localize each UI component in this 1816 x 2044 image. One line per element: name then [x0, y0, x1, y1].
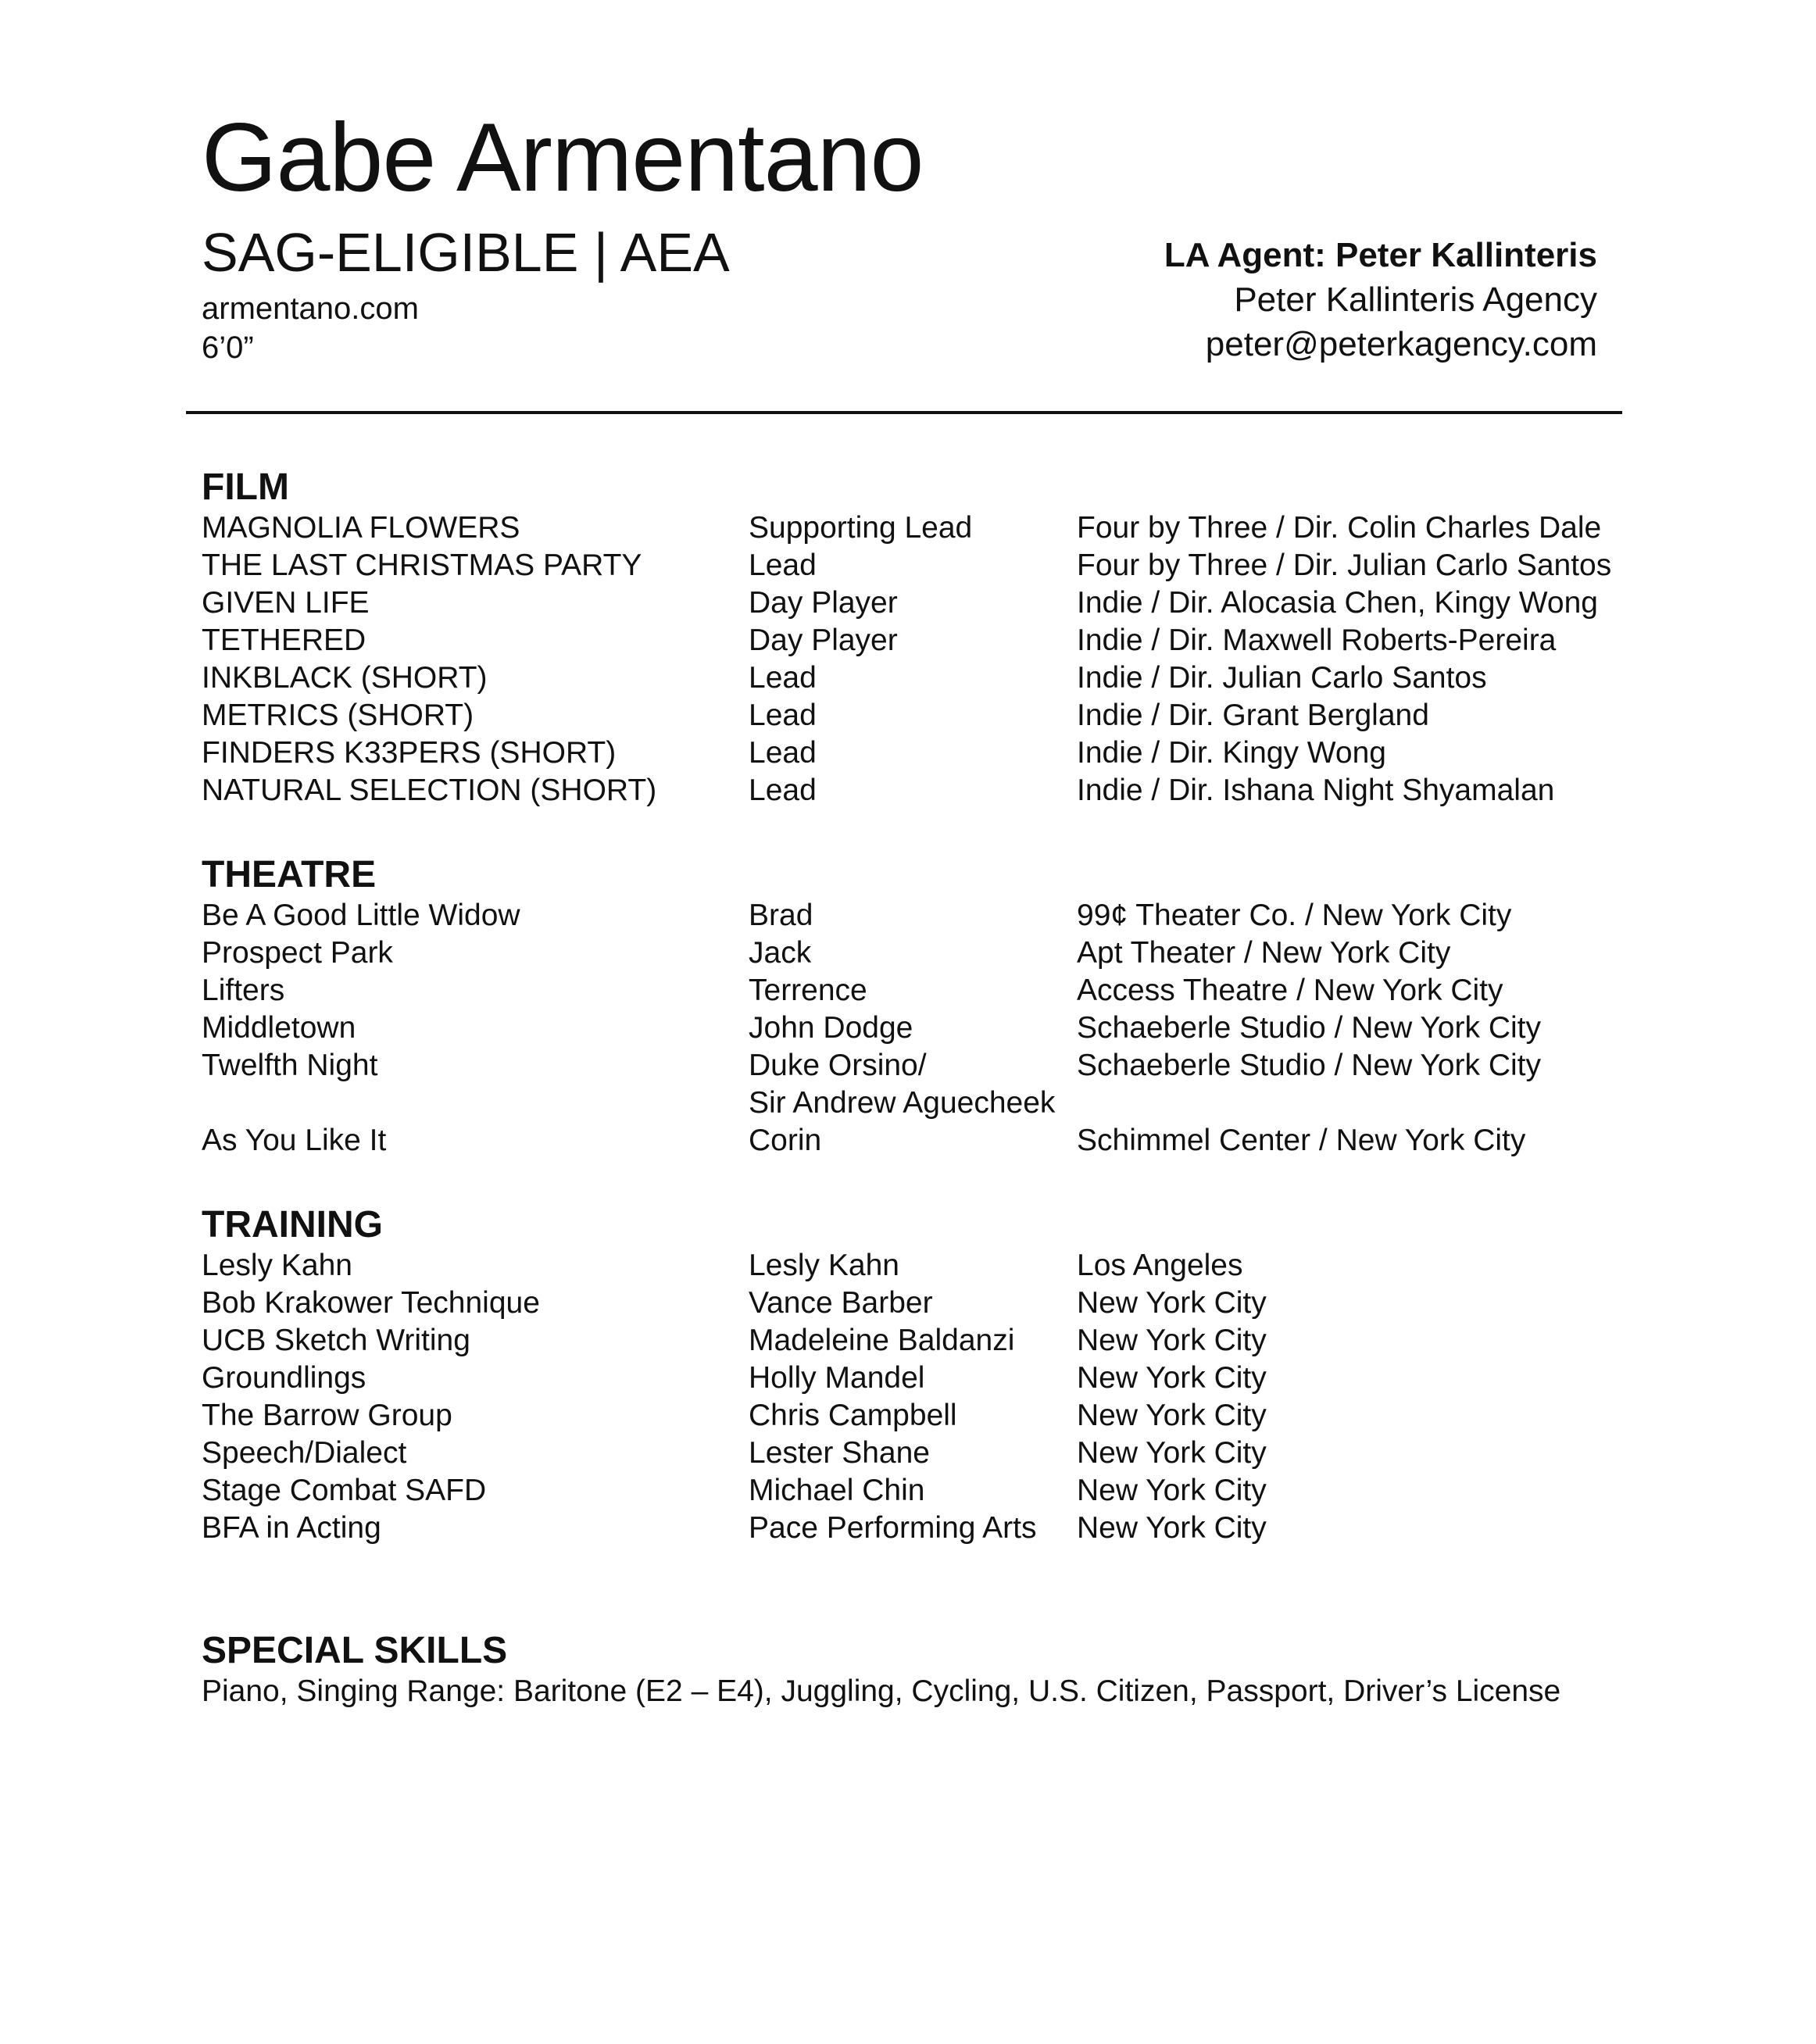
- credit-company: Four by Three / Dir. Julian Carlo Santos: [1077, 549, 1612, 582]
- film-rows: [202, 509, 1624, 809]
- credit-row: [202, 897, 1624, 934]
- credit-project: Lesly Kahn: [202, 1249, 352, 1282]
- credit-role: Lead: [749, 699, 817, 732]
- credit-role: Lead: [749, 736, 817, 770]
- credit-row: [202, 1247, 1624, 1285]
- credit-role: Lead: [749, 774, 817, 807]
- credit-row: [202, 1322, 1624, 1360]
- credit-project: The Barrow Group: [202, 1399, 452, 1432]
- credit-company: New York City: [1077, 1324, 1267, 1357]
- credit-company: 99¢ Theater Co. / New York City: [1077, 899, 1512, 932]
- credit-company: Indie / Dir. Alocasia Chen, Kingy Wong: [1077, 586, 1598, 620]
- credit-company: Indie / Dir. Ishana Night Shyamalan: [1077, 774, 1555, 807]
- film-section: [202, 466, 1624, 809]
- credit-row: [202, 772, 1624, 809]
- agent-info: [1164, 233, 1597, 366]
- credit-role: Brad: [749, 899, 813, 932]
- credit-project: FINDERS K33PERS (SHORT): [202, 736, 617, 770]
- credit-project: Stage Combat SAFD: [202, 1474, 487, 1507]
- credit-role: Day Player: [749, 586, 898, 620]
- credit-company: Indie / Dir. Grant Bergland: [1077, 699, 1429, 732]
- credit-role: Lead: [749, 661, 817, 695]
- credit-project: Speech/Dialect: [202, 1436, 407, 1470]
- credit-company: Four by Three / Dir. Colin Charles Dale: [1077, 511, 1602, 545]
- training-section: [202, 1203, 1624, 1547]
- credit-project: INKBLACK (SHORT): [202, 661, 488, 695]
- credit-row: [202, 1285, 1624, 1322]
- credit-row: [202, 1397, 1624, 1435]
- skills-heading: SPECIAL SKILLS: [202, 1630, 508, 1671]
- credit-role: Terrence: [749, 974, 867, 1007]
- credit-project: Be A Good Little Widow: [202, 899, 520, 932]
- credit-company: Access Theatre / New York City: [1077, 974, 1503, 1007]
- credit-company: New York City: [1077, 1511, 1267, 1545]
- credit-company: Apt Theater / New York City: [1077, 936, 1451, 970]
- credit-company: Schaeberle Studio / New York City: [1077, 1011, 1541, 1045]
- credit-project: TETHERED: [202, 624, 366, 657]
- credit-row: [202, 659, 1624, 697]
- credit-company: New York City: [1077, 1399, 1267, 1432]
- credit-project: METRICS (SHORT): [202, 699, 474, 732]
- credit-role: Supporting Lead: [749, 511, 973, 545]
- credit-project: Lifters: [202, 974, 285, 1007]
- credit-company: New York City: [1077, 1436, 1267, 1470]
- credit-role: John Dodge: [749, 1011, 913, 1045]
- credit-company: Indie / Dir. Julian Carlo Santos: [1077, 661, 1487, 695]
- credit-company: New York City: [1077, 1361, 1267, 1395]
- credit-company: Schaeberle Studio / New York City: [1077, 1049, 1541, 1082]
- credit-row: [202, 1122, 1624, 1160]
- credit-company: Schimmel Center / New York City: [1077, 1124, 1526, 1157]
- credit-role: Vance Barber: [749, 1286, 933, 1320]
- credit-role: Madeleine Baldanzi: [749, 1324, 1015, 1357]
- credit-row: [202, 1047, 1624, 1122]
- credit-project: Twelfth Night: [202, 1049, 378, 1082]
- credit-project: Middletown: [202, 1011, 356, 1045]
- credit-company: Indie / Dir. Maxwell Roberts-Pereira: [1077, 624, 1557, 657]
- credit-role: Day Player: [749, 624, 898, 657]
- credit-company: New York City: [1077, 1286, 1267, 1320]
- header-divider: [186, 411, 1622, 414]
- credit-project: As You Like It: [202, 1124, 387, 1157]
- union-status: SAG-ELIGIBLE | AEA: [202, 222, 730, 283]
- personal-info: [202, 289, 419, 367]
- height-text: 6’0”: [202, 331, 254, 365]
- theatre-section: [202, 853, 1624, 1160]
- agent-label: LA Agent: Peter Kallinteris: [1164, 236, 1597, 274]
- credit-row: [202, 1009, 1624, 1047]
- credit-role: Chris Campbell: [749, 1399, 957, 1432]
- credit-row: [202, 622, 1624, 659]
- credit-row: [202, 1360, 1624, 1397]
- credit-company: Los Angeles: [1077, 1249, 1243, 1282]
- credit-role: Lesly Kahn: [749, 1249, 899, 1282]
- film-heading: FILM: [202, 466, 289, 508]
- credit-role: Jack: [749, 936, 812, 970]
- credit-project: NATURAL SELECTION (SHORT): [202, 774, 657, 807]
- credit-row: [202, 697, 1624, 734]
- credit-company: New York City: [1077, 1474, 1267, 1507]
- credit-role: Lead: [749, 549, 817, 582]
- credit-project: Bob Krakower Technique: [202, 1286, 540, 1320]
- credit-row: [202, 547, 1624, 584]
- skills-text: Piano, Singing Range: Baritone (E2 – E4), Juggling, Cycling, U.S. Citizen, Passport, Driver’s License: [202, 1674, 1561, 1708]
- theatre-rows: [202, 897, 1624, 1160]
- actor-name: Gabe Armentano: [202, 104, 924, 212]
- website-text: armentano.com: [202, 291, 419, 326]
- training-heading: TRAINING: [202, 1204, 383, 1245]
- training-rows: [202, 1247, 1624, 1547]
- credit-row: [202, 972, 1624, 1009]
- agency-name: Peter Kallinteris Agency: [1234, 281, 1597, 319]
- credit-row: [202, 584, 1624, 622]
- credit-role: Michael Chin: [749, 1474, 925, 1507]
- credit-row: [202, 934, 1624, 972]
- credit-role: Pace Performing Arts: [749, 1511, 1037, 1545]
- credit-company: Indie / Dir. Kingy Wong: [1077, 736, 1386, 770]
- credit-role: Holly Mandel: [749, 1361, 925, 1395]
- credit-project: UCB Sketch Writing: [202, 1324, 470, 1357]
- credit-project: BFA in Acting: [202, 1511, 381, 1545]
- agent-email: peter@peterkagency.com: [1205, 325, 1597, 363]
- theatre-heading: THEATRE: [202, 854, 377, 895]
- credit-project: Prospect Park: [202, 936, 393, 970]
- credit-project: Groundlings: [202, 1361, 366, 1395]
- credit-row: [202, 1435, 1624, 1472]
- credit-role: Duke Orsino/ Sir Andrew Aguecheek: [749, 1049, 1056, 1120]
- credit-role: Lester Shane: [749, 1436, 931, 1470]
- credit-project: THE LAST CHRISTMAS PARTY: [202, 549, 642, 582]
- skills-section: [202, 1629, 1624, 1710]
- credit-row: [202, 1510, 1624, 1547]
- credit-role: Corin: [749, 1124, 822, 1157]
- credit-project: MAGNOLIA FLOWERS: [202, 511, 520, 545]
- credit-project: GIVEN LIFE: [202, 586, 370, 620]
- credit-row: [202, 734, 1624, 772]
- credit-row: [202, 509, 1624, 547]
- credit-row: [202, 1472, 1624, 1510]
